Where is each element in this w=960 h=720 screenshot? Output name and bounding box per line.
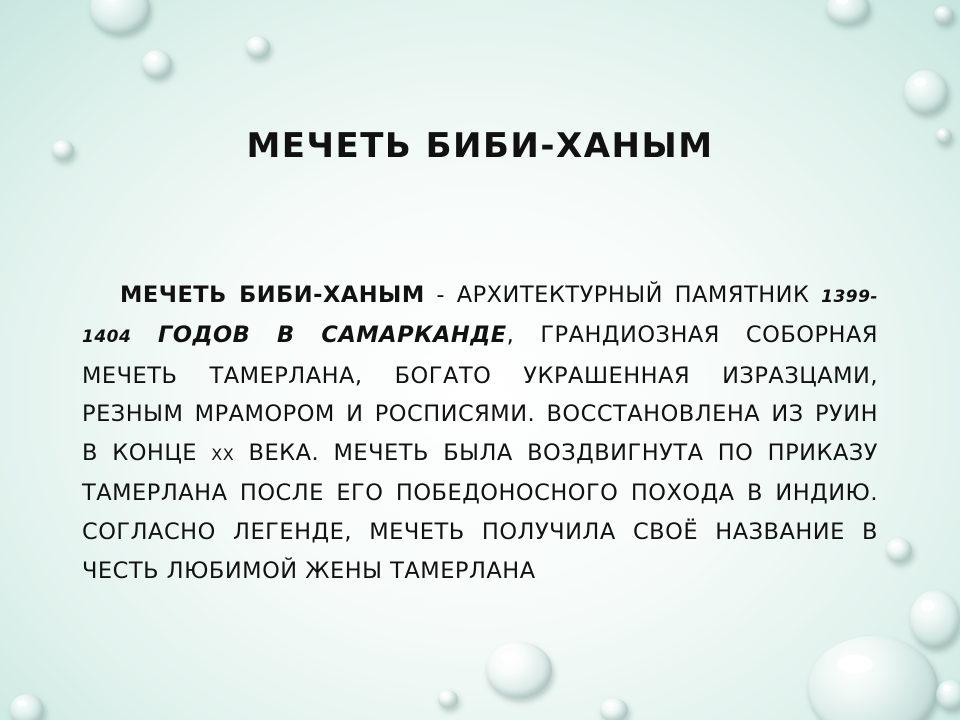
paragraph-years-place: ГОДОВ В САМАРКАНДЕ [131,322,507,349]
water-drop-decoration [904,70,948,114]
paragraph-century: XX [211,444,235,464]
water-drop-decoration [438,690,458,708]
water-drop-decoration [486,642,552,698]
water-drop-decoration [10,694,44,720]
water-drop-decoration [934,6,954,24]
paragraph-term: МЕЧЕТЬ БИБИ-ХАНЫМ [120,281,425,308]
paragraph-dash: - [424,281,457,308]
slide-title: МЕЧЕТЬ БИБИ-ХАНЫМ [246,126,714,166]
water-drop-decoration [936,680,960,710]
water-drop-decoration [246,36,270,58]
paragraph-years: 1399-1404 [82,286,878,348]
water-drop-decoration [826,0,870,24]
water-drop-decoration [808,636,938,720]
water-drop-decoration [90,0,150,34]
water-drop-decoration [142,50,172,78]
slide-body-paragraph [82,276,878,591]
paragraph-text-2: , ГРАНДИОЗНАЯ СОБОРНАЯ МЕЧЕТЬ ТАМЕРЛАНА, БОГАТО УКРАШЕННАЯ ИЗРАЗЦАМИ, РЕЗНЫМ МРАМОРОМ И РОСПИСЯМИ. ВОССТАНОВЛЕНА ИЗ РУИН В КОНЦЕ [82,322,879,466]
water-drop-decoration [910,590,960,648]
water-drop-decoration [600,698,628,720]
water-drop-decoration [886,538,912,562]
paragraph-text-1: АРХИТЕКТУРНЫЙ ПАМЯТНИК [456,281,822,308]
paragraph-text-3: ВЕКА. МЕЧЕТЬ БЫЛА ВОЗДВИГНУТА ПО ПРИКАЗУ ТАМЕРЛАНА ПОСЛЕ ЕГО ПОБЕДОНОСНОГО ПОХОДА В ИНДИЮ. СОГЛАСНО ЛЕГЕНДЕ, МЕЧЕТЬ ПОЛУЧИЛА СВОЁ НАЗВАНИЕ В ЧЕСТЬ ЛЮБИМОЙ ЖЕНЫ ТАМЕРЛАНА [82,439,878,584]
